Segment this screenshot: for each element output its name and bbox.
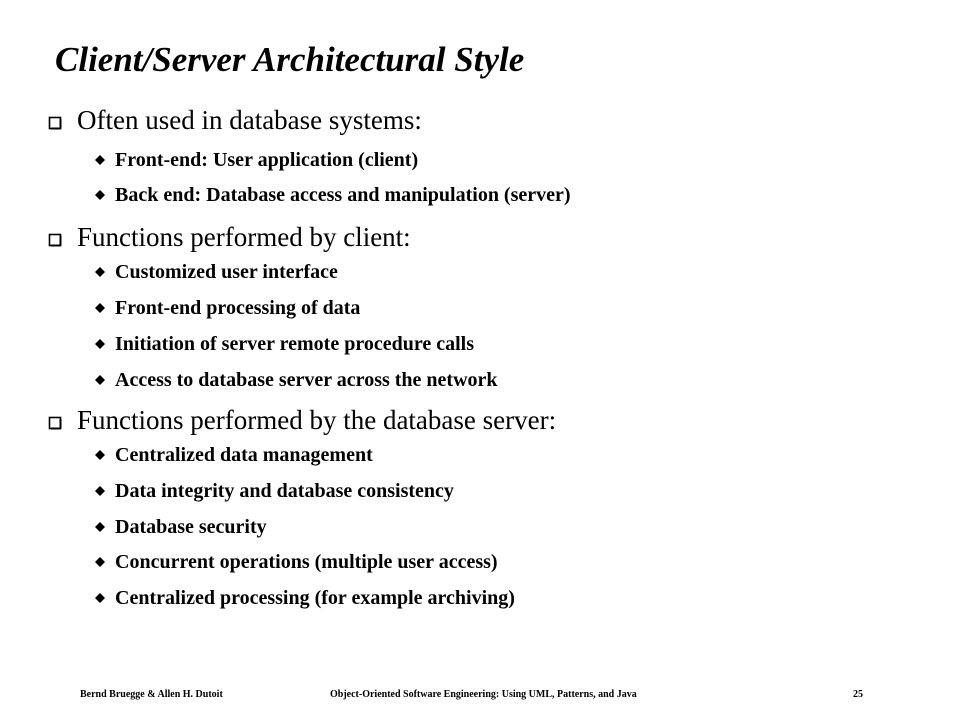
sub-bullet-item — [95, 515, 267, 539]
sub-bullet-item — [95, 443, 373, 467]
diamond-bullet-icon — [95, 375, 105, 385]
sub-bullet-text: Concurrent operations (multiple user access) — [115, 551, 498, 573]
sub-bullet-text: Initiation of server remote procedure calls — [115, 333, 475, 355]
diamond-bullet-icon — [95, 522, 105, 532]
hollow-square-bullet-icon — [48, 416, 62, 430]
sub-bullet-item — [95, 148, 418, 172]
hollow-square-bullet-icon — [48, 116, 62, 130]
sub-bullet-text: Customized user interface — [115, 261, 338, 283]
bullet-item — [48, 405, 556, 435]
diamond-bullet-icon — [95, 190, 105, 200]
sub-bullet-text: Access to database server across the network — [115, 369, 498, 391]
sub-bullet-item — [95, 332, 474, 356]
sub-bullet-text: Front-end processing of data — [115, 297, 361, 319]
sub-bullet-item — [95, 586, 515, 610]
sub-bullet-item — [95, 368, 498, 392]
sub-bullet-text: Front-end: User application (client) — [115, 149, 419, 171]
sub-bullet-item — [95, 183, 571, 207]
diamond-bullet-icon — [95, 267, 105, 277]
sub-bullet-item — [95, 260, 338, 284]
sub-bullet-text: Back end: Database access and manipulation (server) — [115, 184, 571, 206]
diamond-bullet-icon — [95, 557, 105, 567]
diamond-bullet-icon — [95, 450, 105, 460]
diamond-bullet-icon — [95, 155, 105, 165]
diamond-bullet-icon — [95, 593, 105, 603]
sub-bullet-item — [95, 479, 454, 503]
sub-bullet-text: Database security — [115, 516, 267, 538]
slide-title: Client/Server Architectural Style — [55, 40, 525, 79]
bullet-text: Often used in database systems: — [77, 105, 422, 135]
sub-bullet-item — [95, 296, 360, 320]
sub-bullet-item — [95, 550, 498, 574]
footer-page-number: 25 — [853, 689, 863, 700]
footer-book-title: Object-Oriented Software Engineering: Using UML, Patterns, and Java — [330, 689, 637, 700]
footer-authors: Bernd Bruegge & Allen H. Dutoit — [80, 689, 223, 700]
sub-bullet-text: Centralized data management — [115, 444, 373, 466]
diamond-bullet-icon — [95, 486, 105, 496]
hollow-square-bullet-icon — [48, 233, 62, 247]
bullet-text: Functions performed by client: — [77, 222, 411, 252]
bullet-item — [48, 105, 422, 135]
bullet-text: Functions performed by the database server: — [77, 405, 557, 435]
diamond-bullet-icon — [95, 339, 105, 349]
bullet-item — [48, 222, 411, 252]
sub-bullet-text: Data integrity and database consistency — [115, 480, 454, 502]
sub-bullet-text: Centralized processing (for example archiving) — [115, 587, 515, 609]
diamond-bullet-icon — [95, 303, 105, 313]
